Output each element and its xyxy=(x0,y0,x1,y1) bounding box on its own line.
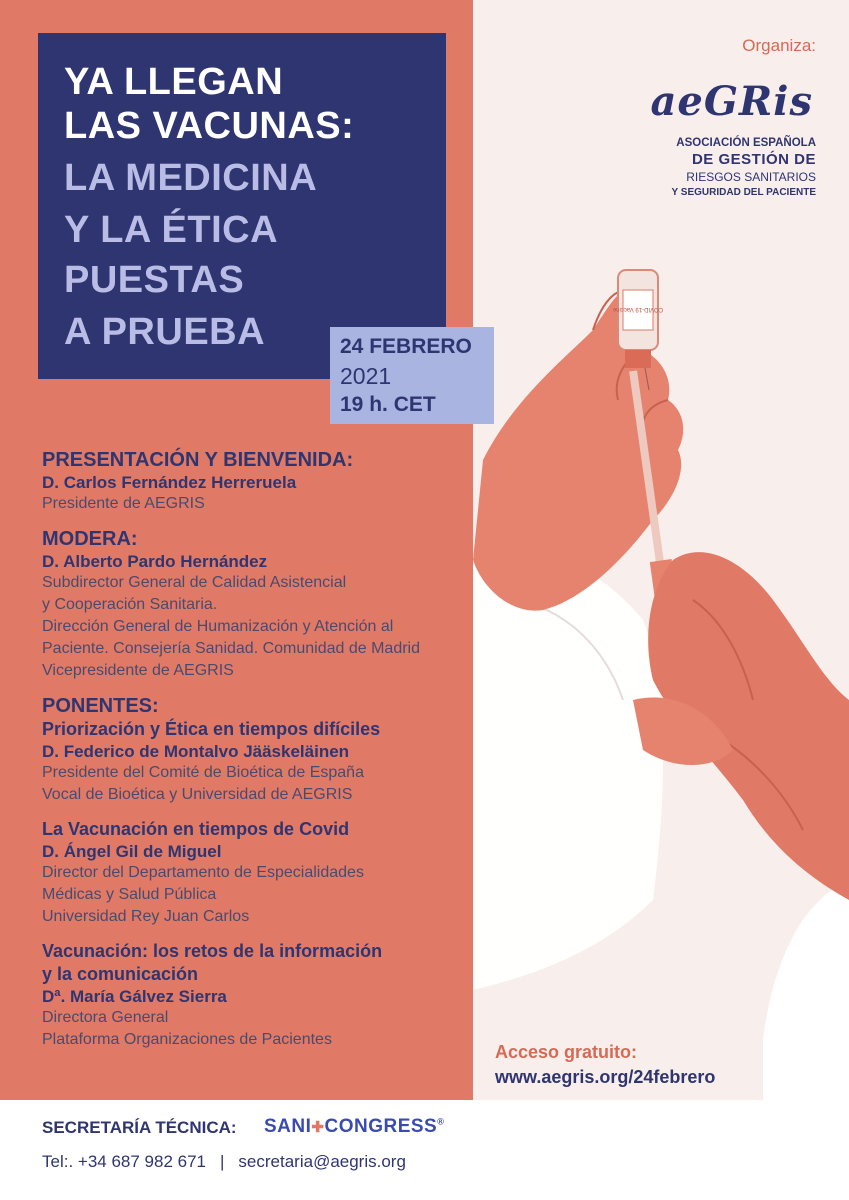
moderator-role-5: Vicepresidente de AEGRIS xyxy=(42,662,234,679)
title-line-5: PUESTAS xyxy=(64,259,245,301)
welcome-speaker: D. Carlos Fernández Herreruela xyxy=(42,473,297,492)
organizer-name xyxy=(672,135,816,201)
talk-3-role-1: Directora General xyxy=(42,1009,169,1026)
talk-3-title-1: Vacunación: los retos de la información xyxy=(42,941,383,961)
title-line-4: Y LA ÉTICA xyxy=(64,209,279,251)
cross-icon: ✚ xyxy=(311,1119,325,1136)
contact-separator: | xyxy=(220,1152,225,1171)
title-line-6: A PRUEBA xyxy=(64,311,266,353)
access-info xyxy=(495,1040,715,1090)
secretariat-label: SECRETARÍA TÉCNICA: xyxy=(42,1118,237,1137)
talk-2-speaker: D. Ángel Gil de Miguel xyxy=(42,842,222,861)
speakers-heading: PONENTES: xyxy=(42,695,159,717)
footer xyxy=(0,1100,849,1200)
date-box xyxy=(330,327,494,424)
moderator-role-2: y Cooperación Sanitaria. xyxy=(42,596,218,613)
talk-1-title: Priorización y Ética en tiempos difíciles xyxy=(42,719,381,739)
vial-label: COVID-19 Vaccine xyxy=(612,306,664,312)
talk-2-role-2: Médicas y Salud Pública xyxy=(42,886,217,903)
welcome-role: Presidente de AEGRIS xyxy=(42,495,205,512)
organizer-line-2: DE GESTIÓN DE xyxy=(691,151,816,168)
moderator-heading: MODERA: xyxy=(42,528,138,550)
phone[interactable]: Tel:. +34 687 982 671 xyxy=(42,1152,206,1171)
access-label: Acceso gratuito: xyxy=(495,1042,638,1062)
organizer-line-4: Y SEGURIDAD DEL PACIENTE xyxy=(671,187,816,198)
aegris-logo: aeGRis xyxy=(650,78,813,125)
email-link[interactable]: secretaria@aegris.org xyxy=(238,1152,406,1171)
title-line-1: YA LLEGAN xyxy=(64,61,284,103)
event-day: 24 FEBRERO xyxy=(340,335,472,358)
program xyxy=(42,448,467,1051)
organizer-label: Organiza: xyxy=(742,36,816,55)
contact-line xyxy=(42,1152,406,1172)
moderator-role-4: Paciente. Consejería Sanidad. Comunidad de Madrid xyxy=(42,640,421,657)
moderator-role-3: Dirección General de Humanización y Atención al xyxy=(42,618,394,635)
talk-3-title-2: y la comunicación xyxy=(42,964,199,984)
title-line-2: LAS VACUNAS: xyxy=(64,105,355,147)
talk-2-title: La Vacunación en tiempos de Covid xyxy=(42,819,350,839)
moderator-role-1: Subdirector General de Calidad Asistencial xyxy=(42,574,347,591)
talk-1-role-1: Presidente del Comité de Bioética de España xyxy=(42,764,364,781)
title-line-3: LA MEDICINA xyxy=(64,157,318,199)
access-link[interactable]: www.aegris.org/24febrero xyxy=(495,1067,716,1087)
organizer-line-3: RIESGOS SANITARIOS xyxy=(686,170,816,184)
talk-2-role-1: Director del Departamento de Especialidades xyxy=(42,864,364,881)
welcome-heading: PRESENTACIÓN Y BIENVENIDA: xyxy=(42,449,354,471)
brand-right: CONGRESS xyxy=(324,1116,438,1137)
talk-1-speaker: D. Federico de Montalvo Jääskeläinen xyxy=(42,742,350,761)
talk-3-speaker: Dª. María Gálvez Sierra xyxy=(42,987,227,1006)
event-year: 2021 xyxy=(340,363,392,389)
organizer-line-1: ASOCIACIÓN ESPAÑOLA xyxy=(676,137,816,149)
moderator-speaker: D. Alberto Pardo Hernández xyxy=(42,552,268,571)
registered-mark: ® xyxy=(437,1116,445,1127)
talk-1-role-2: Vocal de Bioética y Universidad de AEGRIS xyxy=(42,786,353,803)
event-time: 19 h. CET xyxy=(340,393,436,416)
brand-left: SANI xyxy=(264,1116,312,1137)
talk-3-role-2: Plataforma Organizaciones de Pacientes xyxy=(42,1031,332,1048)
talk-2-role-3: Universidad Rey Juan Carlos xyxy=(42,908,250,925)
sanicongress-logo xyxy=(264,1116,444,1138)
